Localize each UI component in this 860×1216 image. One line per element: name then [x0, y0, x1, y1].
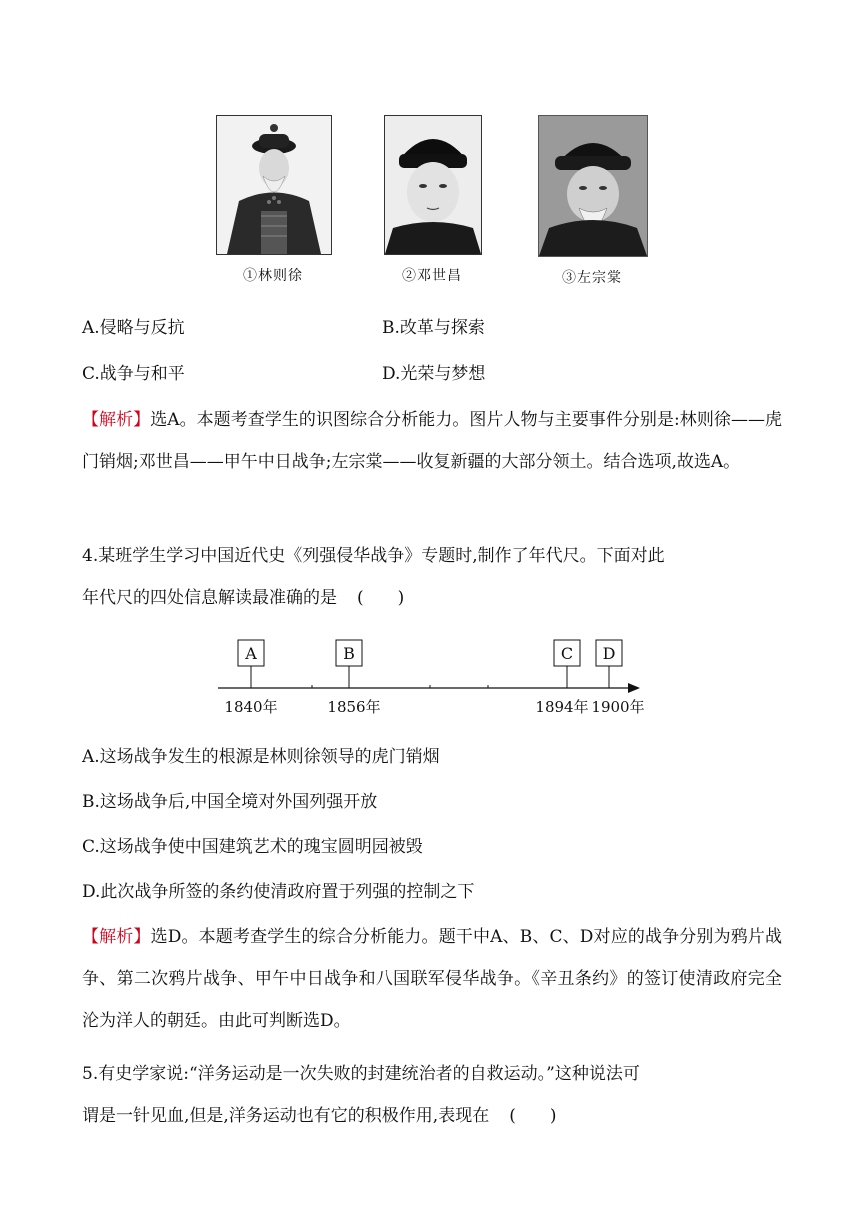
answer-bracket: ( ) — [509, 1106, 557, 1126]
timeline-year-label: 1900年 — [591, 698, 645, 716]
q3-options-row-2 — [82, 362, 486, 386]
q3-options-row-1 — [82, 316, 485, 340]
answer-bracket: ( ) — [357, 588, 405, 608]
q3-option-d: D.光荣与梦想 — [382, 364, 486, 384]
portrait-caption: ②邓世昌 — [402, 268, 462, 284]
q4-analysis — [82, 916, 782, 1042]
analysis-text: 选D。本题考查学生的综合分析能力。题干中A、B、C、D对应的战争分别为鸦片战争、第二次鸦片战争、甲午中日战争和八国联军侵华战争。《辛丑条约》的签订使清政府完全沦为洋人的朝廷。由此可判断选D。 — [82, 927, 783, 1031]
analysis-tag: 【解析】 — [82, 927, 151, 947]
analysis-tag: 【解析】 — [82, 410, 151, 430]
portrait-lin-zexu — [216, 115, 332, 285]
q5-stem-text: 谓是一针见血,但是,洋务运动也有它的积极作用,表现在 — [82, 1106, 490, 1126]
q3-option-c: C.战争与和平 — [82, 364, 185, 384]
timeline-box-label: B — [343, 644, 355, 663]
portrait-image — [538, 115, 648, 257]
timeline-box-label: D — [602, 644, 616, 663]
portrait-zuo-zongtang — [538, 115, 648, 287]
timeline-box-label: A — [245, 644, 257, 663]
q4-stem-line-1: 4.某班学生学习中国近代史《列强侵华战争》专题时,制作了年代尺。下面对此 — [82, 546, 665, 566]
q4-option-c: C.这场战争使中国建筑艺术的瑰宝圆明园被毁 — [82, 837, 423, 857]
timeline-box-label: C — [560, 644, 574, 663]
q3-analysis — [82, 399, 782, 483]
timeline-ruler — [210, 630, 650, 730]
q5-stem-line-2 — [82, 1104, 556, 1128]
portrait-deng-shichang — [384, 115, 482, 285]
timeline-year-label: 1894年 — [535, 698, 589, 716]
portrait-image — [384, 115, 482, 255]
q4-stem-text: 年代尺的四处信息解读最准确的是 — [82, 588, 337, 608]
timeline-marker-d — [591, 640, 644, 716]
analysis-text: 选A。本题考查学生的识图综合分析能力。图片人物与主要事件分别是:林则徐——虎门销烟;邓世昌——甲午中日战争;左宗棠——收复新疆的大部分领土。结合选项,故选A。 — [82, 410, 782, 472]
timeline-marker-a — [224, 640, 277, 716]
portrait-caption: ③左宗棠 — [562, 270, 622, 286]
q5-stem-line-1: 5.有史学家说:“洋务运动是一次失败的封建统治者的自救运动。”这种说法可 — [82, 1064, 640, 1084]
timeline-marker-b — [327, 640, 380, 716]
q4-option-d: D.此次战争所签的条约使清政府置于列强的控制之下 — [82, 882, 475, 902]
q4-stem-line-2 — [82, 586, 404, 610]
timeline-year-label: 1856年 — [327, 698, 381, 716]
timeline-arrow — [628, 683, 640, 693]
timeline-year-label: 1840年 — [224, 698, 278, 716]
portrait-figures — [210, 115, 650, 295]
q4-option-b: B.这场战争后,中国全境对外国列强开放 — [82, 792, 378, 812]
portrait-image — [216, 115, 332, 255]
q3-option-b: B.改革与探索 — [382, 318, 485, 338]
q4-option-a: A.这场战争发生的根源是林则徐领导的虎门销烟 — [82, 747, 440, 767]
timeline-marker-c — [535, 640, 588, 716]
portrait-caption: ①林则徐 — [243, 268, 303, 284]
q3-option-a: A.侵略与反抗 — [82, 318, 185, 338]
